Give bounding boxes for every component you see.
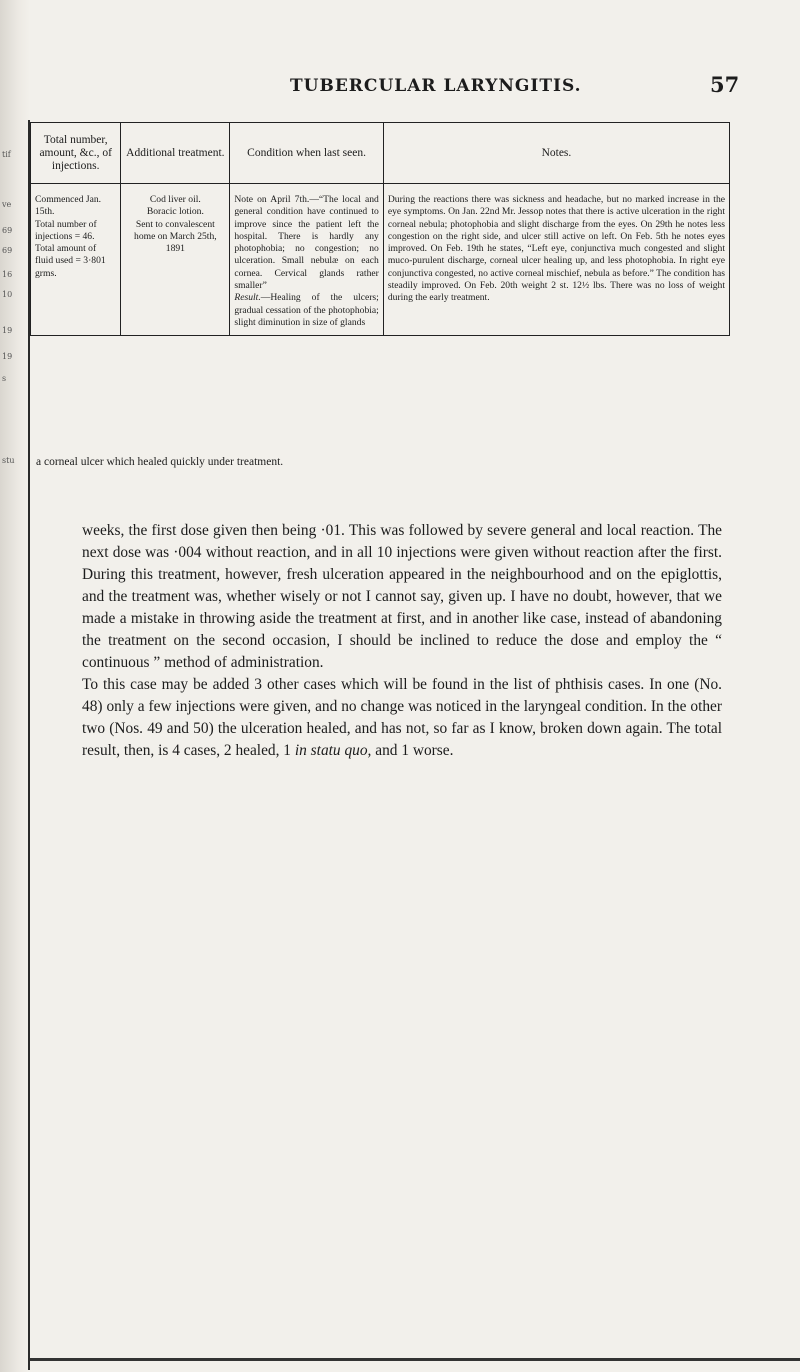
cell-additional-treatment: Cod liver oil. Boracic lotion. Sent to convalescent home on March 25th, 1891 bbox=[121, 184, 230, 336]
gutter-fragment: s bbox=[2, 374, 7, 383]
gutter-fragment: stu bbox=[2, 456, 15, 465]
case-table bbox=[30, 122, 730, 336]
gutter-fragment: 19 bbox=[2, 352, 13, 361]
paragraph-text: and 1 worse. bbox=[371, 742, 454, 759]
table-footnote: a corneal ulcer which healed quickly under treatment. bbox=[36, 456, 284, 468]
gutter-fragment: 10 bbox=[2, 290, 13, 299]
result-label: Result. bbox=[234, 292, 261, 304]
cell-notes: During the reactions there was sickness and headache, but no marked increase in the eye symptoms. On Jan. 22nd Mr. Jessop notes that there is active ulceration in the right corneal nebula; photophobia and slight discharge from the eyes. On 29th he notes less congestion on the right side, and ulcer still active on left. On Feb. 5th he notes eyes improved. On Feb. 19th he states, “Left eye, conjunctiva much congested and slight muco-purulent discharge, corneal ulcer healing up, and less photophobia. In right eye conjunctiva congested, no active corneal mischief, nebula as before.” The condition has steadily improved. On Feb. 20th weight 2 st. 12½ lbs. There was no loss of weight during the early treatment. bbox=[383, 184, 729, 336]
paragraph bbox=[82, 674, 722, 762]
gutter-fragment: ve bbox=[2, 200, 12, 209]
page-number: 57 bbox=[710, 72, 740, 97]
header-condition: Condition when last seen. bbox=[230, 123, 384, 184]
header-additional-treatment: Additional treatment. bbox=[121, 123, 230, 184]
result-text: —Healing of the ulcers; gradual cessation of the photophobia; slight diminution in size of glands bbox=[234, 292, 379, 328]
cell-condition bbox=[230, 184, 384, 336]
header-injections: Total number, amount, &c., of injections. bbox=[31, 123, 121, 184]
paragraph-text: To this case may be added 3 other cases which will be found in the list of phthisis cases. In one (No. 48) only a few injections were given, and no change was noticed in the laryngeal condition. In the other two (Nos. 49 and 50) the ulceration healed, and has not, so far as I know, broken down again. The total result, then, is 4 cases, 2 healed, 1 bbox=[82, 676, 722, 759]
cell-injections: Commenced Jan. 15th. Total number of injections = 46. Total amount of fluid used = 3·801 grms. bbox=[31, 184, 121, 336]
gutter-fragment: 19 bbox=[2, 326, 13, 335]
condition-note: Note on April 7th.—“The local and general condition have continued to improve since the patient left the hospital. There is hardly any photophobia; no congestion; no ulceration. Small nebulæ on each cornea. Cervical glands rather smaller” bbox=[234, 194, 379, 292]
gutter-fragment: 16 bbox=[2, 270, 13, 279]
header-notes: Notes. bbox=[383, 123, 729, 184]
body-text bbox=[82, 520, 722, 762]
bottom-edge-rule bbox=[30, 1358, 800, 1361]
gutter-fragment: 69 bbox=[2, 246, 13, 255]
running-head: TUBERCULAR LARYNGITIS. bbox=[290, 76, 582, 96]
latin-phrase: in statu quo, bbox=[294, 742, 372, 759]
table-header-row bbox=[31, 123, 730, 184]
paragraph: weeks, the first dose given then being ·01. This was followed by severe general and local reaction. The next dose was ·004 without reaction, and in all 10 injections were given without reaction after the first. During this treatment, however, fresh ulceration appeared in the neighbourhood and on the epiglottis, and the treatment was, whether wisely or not I cannot say, given up. I have no doubt, however, that we made a mistake in throwing aside the treatment at first, and in another like case, instead of abandoning the treatment on the second occasion, I should be inclined to reduce the dose and employ the “ continuous ” method of administration. bbox=[82, 522, 722, 671]
gutter-fragment: tif bbox=[2, 150, 11, 159]
table-row bbox=[31, 184, 730, 336]
gutter-fragment: 69 bbox=[2, 226, 13, 235]
